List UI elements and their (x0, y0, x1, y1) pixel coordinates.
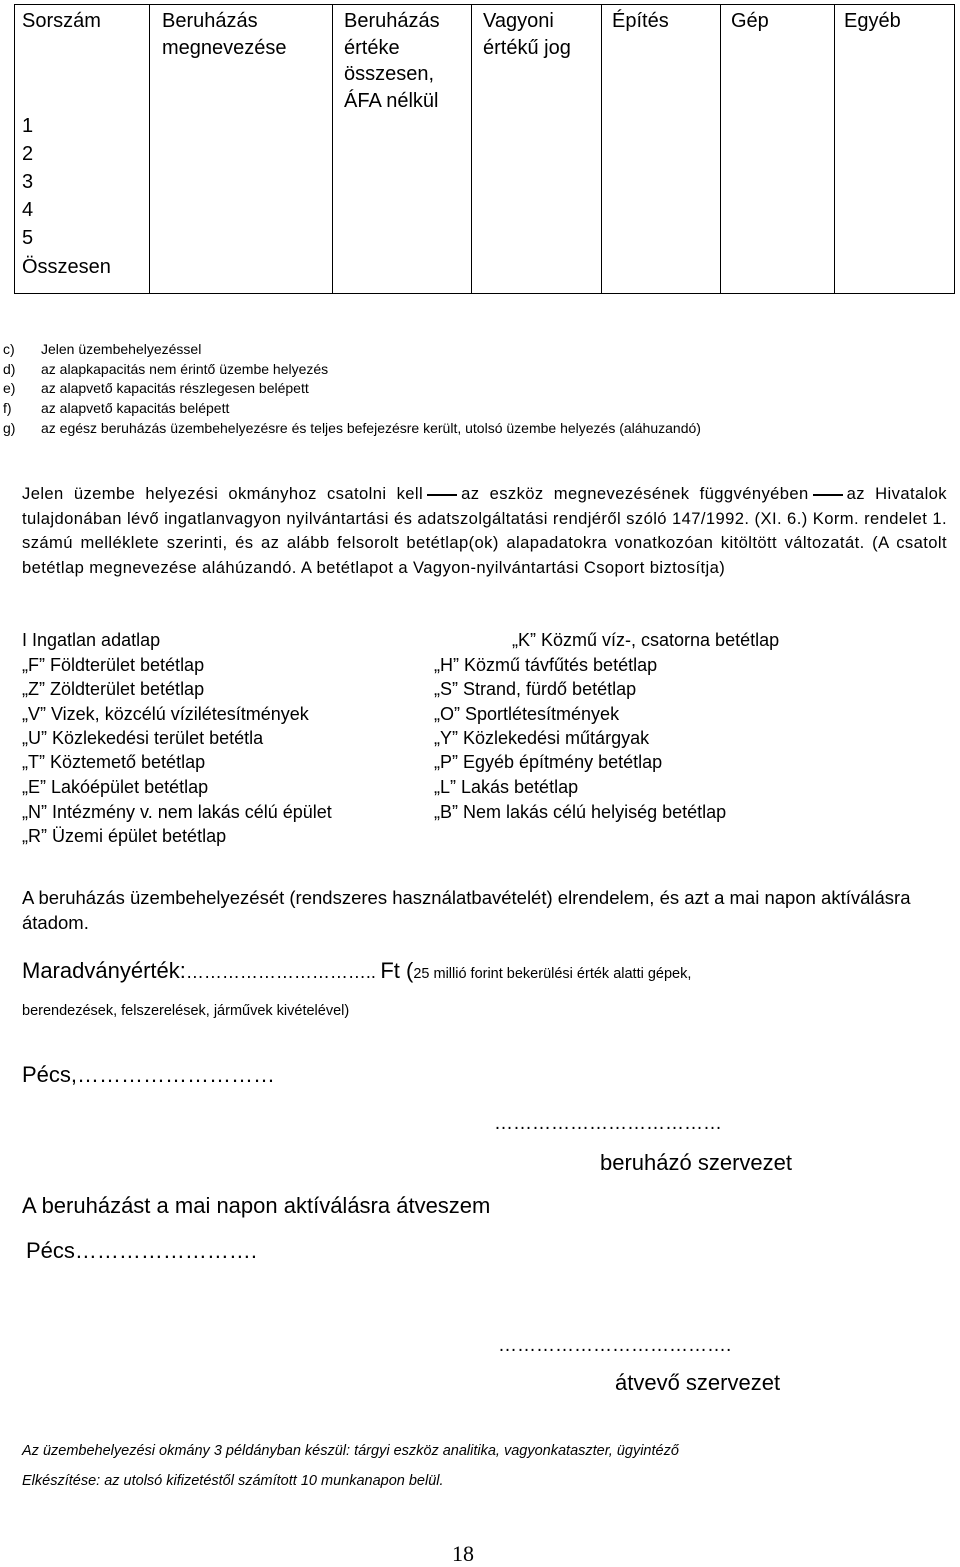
investment-table (14, 4, 955, 294)
signature-label-receiver: átvevő szervezet (615, 1370, 781, 1395)
residual-note-2: berendezések, felszerelések, járművek kivételével) (22, 1003, 350, 1019)
option-right: „B” Nem lakás célú helyiség betétlap (434, 802, 727, 822)
list-item: e) az alapvető kapacitás részlegesen belépett (3, 380, 309, 396)
row-label: 2 (22, 143, 34, 165)
option-right: „L” Lakás betétlap (434, 777, 579, 797)
col-divider (601, 4, 602, 294)
table-border-bottom (14, 293, 955, 294)
place-date-2: Pécs……………………. (26, 1238, 258, 1263)
table-border-left (14, 4, 15, 294)
em-dash (427, 494, 457, 496)
residual-note-1: 25 millió forint bekerülési érték alatti gépek, (413, 966, 692, 982)
col-divider (471, 4, 472, 294)
page-number: 18 (452, 1541, 474, 1566)
residual-value-line (22, 958, 691, 984)
col-divider (834, 4, 835, 294)
option-left: „E” Lakóépület betétlap (22, 777, 209, 797)
list-item: f) az alapvető kapacitás belépett (3, 400, 230, 416)
option-left: „F” Földterület betétlap (22, 655, 205, 675)
row-label-total: Összesen (22, 256, 111, 278)
list-item: g) az egész beruházás üzembehelyezésre és teljes befejezésre került, utolsó üzembe helyezés (aláhuzandó) (3, 420, 701, 436)
residual-unit: Ft ( (380, 958, 414, 983)
place-date-1: Pécs,……………………… (22, 1062, 276, 1087)
header-epites: Építés (612, 10, 669, 32)
row-label: 5 (22, 227, 34, 249)
list-item: c) Jelen üzembehelyezéssel (3, 341, 202, 357)
attachment-paragraph: Jelen üzembe helyezési okmányhoz csatolni kell az eszköz megnevezésének függvényében az Hivatalok tulajdonában lévő ingatlanvagyon nyilvántartási és adatszolgáltatási rendjéről szóló 147/1992. (XI. 6.) Korm. rendelet 1. számú melléklete szerinti, és az alább felsorolt betétlap(ok) alapadatokra vonatkozóan kitöltött változatát. (A csatolt betétlap megnevezése aláhúzandó. A betétlapot a Vagyon-nyilvántartási Csoport biztosítja) (22, 484, 948, 577)
col-divider (149, 4, 150, 294)
option-left: „V” Vizek, közcélú vízilétesítmények (22, 704, 309, 724)
table-border-right (954, 4, 955, 294)
header-vagyoni-erteku-jog: Vagyoni értékű jog (483, 10, 571, 59)
signature-dots-2: ………………………………. (498, 1335, 732, 1356)
option-left: I Ingatlan adatlap (22, 630, 161, 650)
footnote-deadline: Elkészítése: az utolsó kifizetéstől számított 10 munkanapon belül. (22, 1473, 444, 1489)
list-item: d) az alapkapacitás nem érintő üzembe helyezés (3, 361, 329, 377)
em-dash (813, 494, 843, 496)
residual-label: Maradványérték: (22, 958, 186, 983)
signature-dots-1: ……………………………… (494, 1113, 722, 1134)
option-right: „H” Közmű távfűtés betétlap (434, 655, 658, 675)
option-left: „T” Köztemető betétlap (22, 752, 206, 772)
header-beruhazas-megnevezese: Beruházás megnevezése (162, 10, 287, 59)
table-border-top (14, 4, 955, 5)
option-right: „Y” Közlekedési műtárgyak (434, 728, 650, 748)
residual-dots: ………………………….. (185, 962, 376, 982)
acceptance-statement: A beruházást a mai napon aktíválásra átveszem (22, 1193, 491, 1218)
header-gep: Gép (731, 10, 769, 32)
signature-label-investor: beruházó szervezet (600, 1150, 792, 1175)
handover-statement: A beruházás üzembehelyezését (rendszeres használatbavételét) elrendelem, és azt a mai napon aktíválásra átadom. (22, 887, 911, 933)
row-label: 3 (22, 171, 34, 193)
option-left: „R” Üzemi épület betétlap (22, 826, 227, 846)
option-left: „N” Intézmény v. nem lakás célú épület (22, 802, 332, 822)
option-left: „U” Közlekedési terület betétla (22, 728, 264, 748)
col-divider (720, 4, 721, 294)
option-right: „P” Egyéb építmény betétlap (434, 752, 663, 772)
header-sorszam: Sorszám (22, 10, 101, 32)
header-egyeb: Egyéb (844, 10, 901, 32)
header-beruhazas-erteke: Beruházás értéke összesen, ÁFA nélkül (344, 10, 440, 112)
option-right: „K” Közmű víz-, csatorna betétlap (512, 630, 780, 650)
col-divider (332, 4, 333, 294)
footnote-copies: Az üzembehelyezési okmány 3 példányban készül: tárgyi eszköz analitika, vagyonkataszter, ügyintéző (22, 1443, 679, 1459)
row-label: 4 (22, 199, 34, 221)
option-right: „O” Sportlétesítmények (434, 704, 620, 724)
option-left: „Z” Zöldterület betétlap (22, 679, 205, 699)
row-label: 1 (22, 115, 34, 137)
option-right: „S” Strand, fürdő betétlap (434, 679, 637, 699)
